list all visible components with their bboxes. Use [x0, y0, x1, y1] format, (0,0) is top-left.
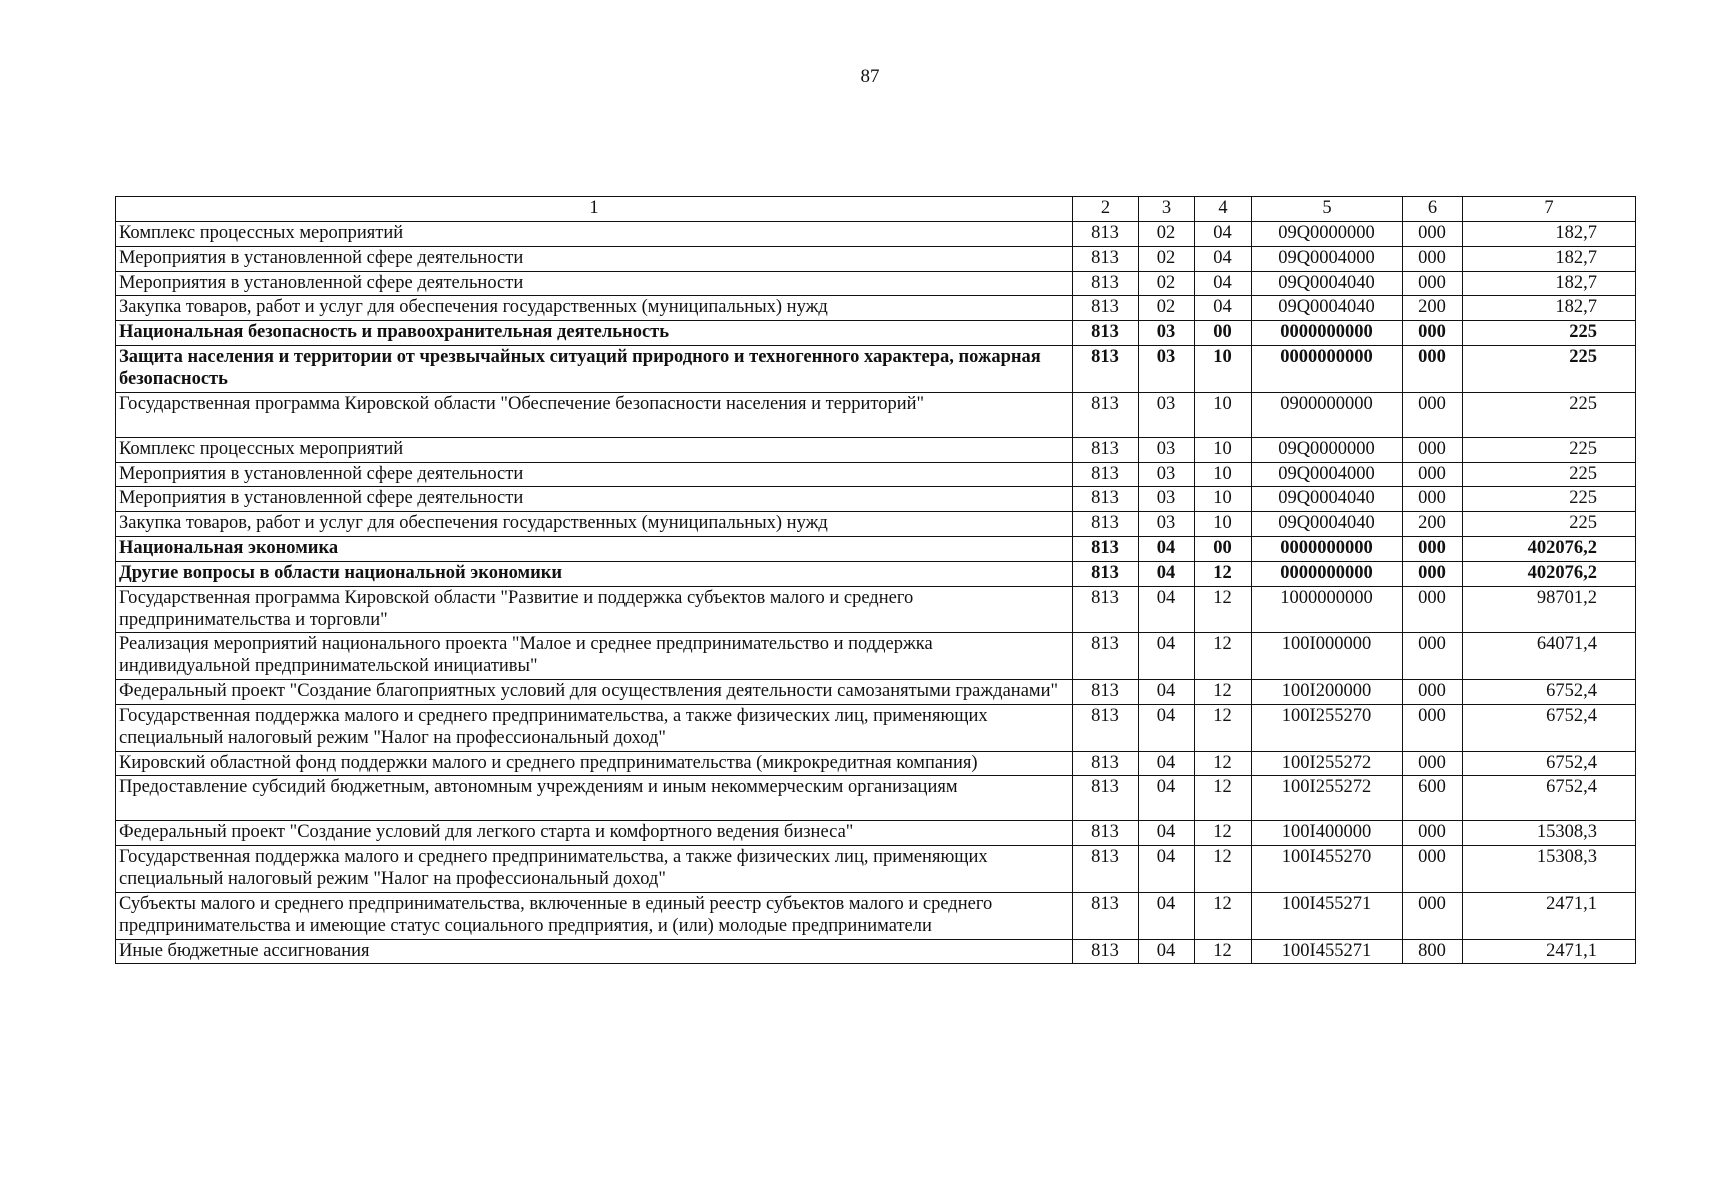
- target-article-cell: 0900000000: [1252, 392, 1403, 437]
- section-code-cell: 04: [1139, 586, 1195, 633]
- target-article-cell: 09Q0004040: [1252, 271, 1403, 296]
- target-article-cell: 100I255272: [1252, 776, 1403, 821]
- expense-type-cell: 000: [1403, 680, 1463, 705]
- table-header-row: [116, 197, 1636, 222]
- row-name-cell: Мероприятия в установленной сфере деятельности: [116, 462, 1073, 487]
- expense-type-cell: 000: [1403, 437, 1463, 462]
- amount-cell: 225: [1463, 512, 1636, 537]
- column-header-2: 2: [1073, 197, 1139, 222]
- table-row: [116, 222, 1636, 247]
- department-code-cell: 813: [1073, 487, 1139, 512]
- expense-type-cell: 000: [1403, 462, 1463, 487]
- amount-cell: 225: [1463, 346, 1636, 393]
- expense-type-cell: 000: [1403, 346, 1463, 393]
- column-header-3: 3: [1139, 197, 1195, 222]
- department-code-cell: 813: [1073, 704, 1139, 751]
- table-row: [116, 776, 1636, 821]
- amount-cell: 182,7: [1463, 222, 1636, 247]
- target-article-cell: 09Q0004040: [1252, 487, 1403, 512]
- row-name-cell: Национальная безопасность и правоохранительная деятельность: [116, 321, 1073, 346]
- section-code-cell: 03: [1139, 487, 1195, 512]
- expense-type-cell: 000: [1403, 561, 1463, 586]
- table-row: [116, 537, 1636, 562]
- amount-cell: 6752,4: [1463, 776, 1636, 821]
- amount-cell: 402076,2: [1463, 561, 1636, 586]
- subsection-code-cell: 12: [1195, 939, 1252, 964]
- column-header-5: 5: [1252, 197, 1403, 222]
- subsection-code-cell: 12: [1195, 846, 1252, 893]
- table-row: [116, 846, 1636, 893]
- row-name-cell: Национальная экономика: [116, 537, 1073, 562]
- row-name-cell: Государственная поддержка малого и среднего предпринимательства, а также физических лиц, применяющих специальный налоговый режим "Налог на профессиональный доход": [116, 846, 1073, 893]
- subsection-code-cell: 12: [1195, 821, 1252, 846]
- amount-cell: 182,7: [1463, 271, 1636, 296]
- target-article-cell: 09Q0004040: [1252, 512, 1403, 537]
- table-row: [116, 271, 1636, 296]
- row-name-cell: Иные бюджетные ассигнования: [116, 939, 1073, 964]
- amount-cell: 402076,2: [1463, 537, 1636, 562]
- table-row: [116, 321, 1636, 346]
- expense-type-cell: 600: [1403, 776, 1463, 821]
- department-code-cell: 813: [1073, 512, 1139, 537]
- target-article-cell: 09Q0004000: [1252, 462, 1403, 487]
- target-article-cell: 0000000000: [1252, 537, 1403, 562]
- target-article-cell: 100I400000: [1252, 821, 1403, 846]
- department-code-cell: 813: [1073, 271, 1139, 296]
- expense-type-cell: 000: [1403, 537, 1463, 562]
- subsection-code-cell: 10: [1195, 346, 1252, 393]
- subsection-code-cell: 12: [1195, 680, 1252, 705]
- table-row: [116, 512, 1636, 537]
- budget-table: [115, 196, 1636, 964]
- column-header-7: 7: [1463, 197, 1636, 222]
- table-row: [116, 561, 1636, 586]
- amount-cell: 182,7: [1463, 246, 1636, 271]
- expense-type-cell: 000: [1403, 271, 1463, 296]
- amount-cell: 225: [1463, 437, 1636, 462]
- table-row: [116, 346, 1636, 393]
- amount-cell: 15308,3: [1463, 821, 1636, 846]
- section-code-cell: 03: [1139, 346, 1195, 393]
- row-name-cell: Федеральный проект "Создание условий для легкого старта и комфортного ведения бизнеса": [116, 821, 1073, 846]
- section-code-cell: 04: [1139, 680, 1195, 705]
- target-article-cell: 09Q0000000: [1252, 437, 1403, 462]
- department-code-cell: 813: [1073, 392, 1139, 437]
- amount-cell: 182,7: [1463, 296, 1636, 321]
- amount-cell: 15308,3: [1463, 846, 1636, 893]
- amount-cell: 225: [1463, 321, 1636, 346]
- column-header-1: 1: [116, 197, 1073, 222]
- expense-type-cell: 000: [1403, 487, 1463, 512]
- subsection-code-cell: 12: [1195, 776, 1252, 821]
- section-code-cell: 02: [1139, 222, 1195, 247]
- target-article-cell: 09Q0004000: [1252, 246, 1403, 271]
- subsection-code-cell: 10: [1195, 437, 1252, 462]
- table-row: [116, 246, 1636, 271]
- row-name-cell: Кировский областной фонд поддержки малого и среднего предпринимательства (микрокредитная компания): [116, 751, 1073, 776]
- target-article-cell: 0000000000: [1252, 321, 1403, 346]
- table-row: [116, 487, 1636, 512]
- department-code-cell: 813: [1073, 751, 1139, 776]
- expense-type-cell: 800: [1403, 939, 1463, 964]
- department-code-cell: 813: [1073, 346, 1139, 393]
- department-code-cell: 813: [1073, 222, 1139, 247]
- table-body: [116, 222, 1636, 964]
- row-name-cell: Государственная поддержка малого и среднего предпринимательства, а также физических лиц, применяющих специальный налоговый режим "Налог на профессиональный доход": [116, 704, 1073, 751]
- amount-cell: 6752,4: [1463, 704, 1636, 751]
- section-code-cell: 03: [1139, 437, 1195, 462]
- row-name-cell: Государственная программа Кировской области "Обеспечение безопасности населения и территорий": [116, 392, 1073, 437]
- subsection-code-cell: 12: [1195, 751, 1252, 776]
- amount-cell: 2471,1: [1463, 939, 1636, 964]
- section-code-cell: 03: [1139, 392, 1195, 437]
- section-code-cell: 04: [1139, 939, 1195, 964]
- table-row: [116, 892, 1636, 939]
- section-code-cell: 04: [1139, 846, 1195, 893]
- amount-cell: 6752,4: [1463, 680, 1636, 705]
- amount-cell: 64071,4: [1463, 633, 1636, 680]
- row-name-cell: Федеральный проект "Создание благоприятных условий для осуществления деятельности самозанятыми гражданами": [116, 680, 1073, 705]
- amount-cell: 98701,2: [1463, 586, 1636, 633]
- expense-type-cell: 000: [1403, 392, 1463, 437]
- department-code-cell: 813: [1073, 846, 1139, 893]
- subsection-code-cell: 04: [1195, 296, 1252, 321]
- subsection-code-cell: 12: [1195, 704, 1252, 751]
- subsection-code-cell: 10: [1195, 462, 1252, 487]
- section-code-cell: 04: [1139, 537, 1195, 562]
- section-code-cell: 04: [1139, 704, 1195, 751]
- subsection-code-cell: 10: [1195, 487, 1252, 512]
- amount-cell: 225: [1463, 487, 1636, 512]
- target-article-cell: 1000000000: [1252, 586, 1403, 633]
- department-code-cell: 813: [1073, 561, 1139, 586]
- row-name-cell: Предоставление субсидий бюджетным, автономным учреждениям и иным некоммерческим организациям: [116, 776, 1073, 821]
- department-code-cell: 813: [1073, 939, 1139, 964]
- subsection-code-cell: 12: [1195, 561, 1252, 586]
- subsection-code-cell: 12: [1195, 586, 1252, 633]
- row-name-cell: Реализация мероприятий национального проекта "Малое и среднее предпринимательство и поддержка индивидуальной предпринимательской инициативы": [116, 633, 1073, 680]
- target-article-cell: 100I000000: [1252, 633, 1403, 680]
- target-article-cell: 100I255272: [1252, 751, 1403, 776]
- target-article-cell: 100I200000: [1252, 680, 1403, 705]
- expense-type-cell: 200: [1403, 512, 1463, 537]
- department-code-cell: 813: [1073, 321, 1139, 346]
- target-article-cell: 100I255270: [1252, 704, 1403, 751]
- column-header-6: 6: [1403, 197, 1463, 222]
- subsection-code-cell: 00: [1195, 321, 1252, 346]
- subsection-code-cell: 04: [1195, 222, 1252, 247]
- department-code-cell: 813: [1073, 246, 1139, 271]
- section-code-cell: 04: [1139, 776, 1195, 821]
- column-header-4: 4: [1195, 197, 1252, 222]
- expense-type-cell: 000: [1403, 821, 1463, 846]
- table-row: [116, 462, 1636, 487]
- table-row: [116, 751, 1636, 776]
- row-name-cell: Субъекты малого и среднего предпринимательства, включенные в единый реестр субъектов малого и среднего предпринимательства и имеющие статус социального предприятия, и (или) молодые предприниматели: [116, 892, 1073, 939]
- expense-type-cell: 200: [1403, 296, 1463, 321]
- amount-cell: 225: [1463, 462, 1636, 487]
- amount-cell: 6752,4: [1463, 751, 1636, 776]
- table-row: [116, 392, 1636, 437]
- target-article-cell: 09Q0000000: [1252, 222, 1403, 247]
- expense-type-cell: 000: [1403, 222, 1463, 247]
- page-number: 87: [860, 66, 880, 87]
- subsection-code-cell: 12: [1195, 633, 1252, 680]
- section-code-cell: 02: [1139, 246, 1195, 271]
- department-code-cell: 813: [1073, 586, 1139, 633]
- table-row: [116, 821, 1636, 846]
- expense-type-cell: 000: [1403, 586, 1463, 633]
- section-code-cell: 04: [1139, 892, 1195, 939]
- row-name-cell: Мероприятия в установленной сфере деятельности: [116, 246, 1073, 271]
- department-code-cell: 813: [1073, 821, 1139, 846]
- target-article-cell: 09Q0004040: [1252, 296, 1403, 321]
- department-code-cell: 813: [1073, 462, 1139, 487]
- subsection-code-cell: 12: [1195, 892, 1252, 939]
- table-row: [116, 586, 1636, 633]
- table-row: [116, 939, 1636, 964]
- department-code-cell: 813: [1073, 776, 1139, 821]
- target-article-cell: 100I455271: [1252, 939, 1403, 964]
- row-name-cell: Мероприятия в установленной сфере деятельности: [116, 271, 1073, 296]
- target-article-cell: 100I455271: [1252, 892, 1403, 939]
- section-code-cell: 04: [1139, 751, 1195, 776]
- department-code-cell: 813: [1073, 437, 1139, 462]
- section-code-cell: 04: [1139, 561, 1195, 586]
- section-code-cell: 04: [1139, 821, 1195, 846]
- subsection-code-cell: 04: [1195, 271, 1252, 296]
- subsection-code-cell: 00: [1195, 537, 1252, 562]
- row-name-cell: Закупка товаров, работ и услуг для обеспечения государственных (муниципальных) нужд: [116, 512, 1073, 537]
- table-row: [116, 680, 1636, 705]
- row-name-cell: Государственная программа Кировской области "Развитие и поддержка субъектов малого и среднего предпринимательства и торговли": [116, 586, 1073, 633]
- expense-type-cell: 000: [1403, 704, 1463, 751]
- row-name-cell: Закупка товаров, работ и услуг для обеспечения государственных (муниципальных) нужд: [116, 296, 1073, 321]
- subsection-code-cell: 04: [1195, 246, 1252, 271]
- row-name-cell: Другие вопросы в области национальной экономики: [116, 561, 1073, 586]
- expense-type-cell: 000: [1403, 751, 1463, 776]
- department-code-cell: 813: [1073, 680, 1139, 705]
- subsection-code-cell: 10: [1195, 392, 1252, 437]
- expense-type-cell: 000: [1403, 846, 1463, 893]
- expense-type-cell: 000: [1403, 246, 1463, 271]
- section-code-cell: 03: [1139, 462, 1195, 487]
- target-article-cell: 0000000000: [1252, 561, 1403, 586]
- table-row: [116, 296, 1636, 321]
- table-row: [116, 704, 1636, 751]
- expense-type-cell: 000: [1403, 633, 1463, 680]
- section-code-cell: 02: [1139, 296, 1195, 321]
- section-code-cell: 03: [1139, 321, 1195, 346]
- department-code-cell: 813: [1073, 537, 1139, 562]
- section-code-cell: 03: [1139, 512, 1195, 537]
- department-code-cell: 813: [1073, 633, 1139, 680]
- table-row: [116, 437, 1636, 462]
- subsection-code-cell: 10: [1195, 512, 1252, 537]
- section-code-cell: 04: [1139, 633, 1195, 680]
- table-row: [116, 633, 1636, 680]
- target-article-cell: 100I455270: [1252, 846, 1403, 893]
- department-code-cell: 813: [1073, 296, 1139, 321]
- row-name-cell: Комплекс процессных мероприятий: [116, 222, 1073, 247]
- row-name-cell: Защита населения и территории от чрезвычайных ситуаций природного и техногенного характера, пожарная безопасность: [116, 346, 1073, 393]
- amount-cell: 225: [1463, 392, 1636, 437]
- section-code-cell: 02: [1139, 271, 1195, 296]
- row-name-cell: Комплекс процессных мероприятий: [116, 437, 1073, 462]
- target-article-cell: 0000000000: [1252, 346, 1403, 393]
- expense-type-cell: 000: [1403, 892, 1463, 939]
- amount-cell: 2471,1: [1463, 892, 1636, 939]
- department-code-cell: 813: [1073, 892, 1139, 939]
- expense-type-cell: 000: [1403, 321, 1463, 346]
- row-name-cell: Мероприятия в установленной сфере деятельности: [116, 487, 1073, 512]
